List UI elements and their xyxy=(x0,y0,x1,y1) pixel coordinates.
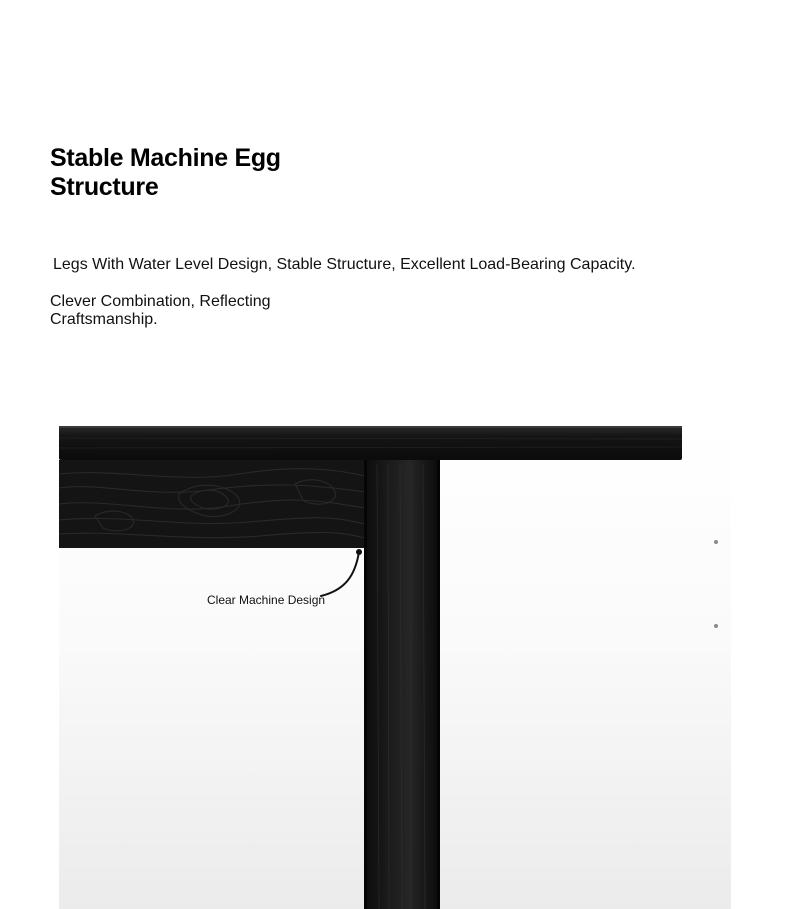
table-product-photo xyxy=(59,424,731,909)
decorative-dot xyxy=(714,624,718,628)
table-apron xyxy=(59,460,365,548)
table-leg xyxy=(364,458,440,909)
decorative-dot xyxy=(714,540,718,544)
description-line-1: Legs With Water Level Design, Stable Structure, Excellent Load-Bearing Capacity. xyxy=(53,256,636,273)
callout-label: Clear Machine Design xyxy=(207,593,326,607)
section-headline: Stable Machine Egg Structure xyxy=(50,144,281,201)
table-top xyxy=(59,426,682,460)
description-line-2: Clever Combination, Reflecting Craftsmanship. xyxy=(50,293,271,328)
